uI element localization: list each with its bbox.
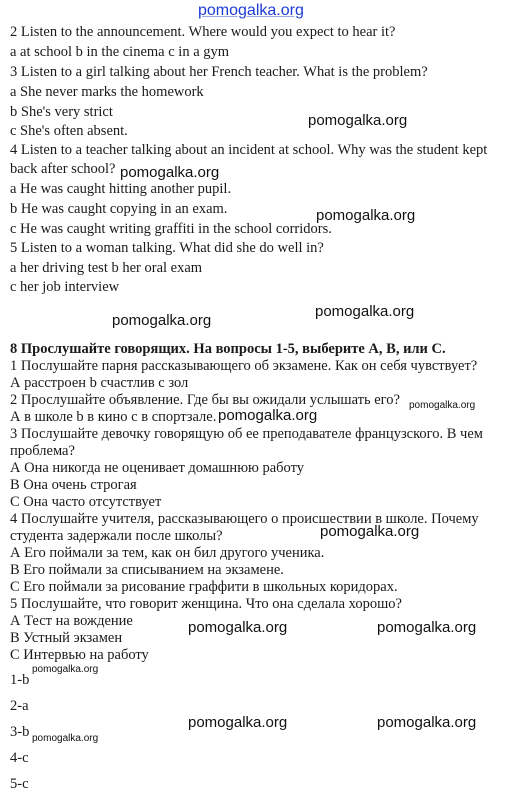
answer-item: 1-b: [10, 672, 30, 688]
russian-line: 3 Послушайте девочку говорящую об ее преподавателе французского. В чем: [10, 426, 483, 442]
russian-line: А расстроен b счастлив с зол: [10, 375, 189, 391]
english-line: c her job interview: [10, 279, 120, 295]
watermark: pomogalka.org: [320, 523, 420, 540]
russian-line: В Устный экзамен: [10, 630, 123, 646]
english-line: 4 Listen to a teacher talking about an incident at school. Why was the student kept: [10, 142, 488, 158]
watermark: pomogalka.org: [112, 312, 212, 329]
russian-line: 1 Послушайте парня рассказывающего об экзамене. Как он себя чувствует?: [10, 358, 478, 374]
russian-line: В Его поймали за списыванием на экзамене.: [10, 562, 284, 578]
answer-item: 5-c: [10, 776, 29, 792]
watermark: pomogalka.org: [32, 733, 99, 744]
russian-line: 4 Послушайте учителя, рассказывающего о происшествии в школе. Почему: [10, 511, 479, 527]
watermark: pomogalka.org: [32, 664, 99, 675]
russian-line: А Его поймали за тем, как он бил другого ученика.: [10, 545, 325, 561]
english-line: c He was caught writing graffiti in the school corridors.: [10, 221, 332, 237]
english-line: a She never marks the homework: [10, 84, 204, 100]
russian-line: С Она часто отсутствует: [10, 494, 162, 510]
english-line: 5 Listen to a woman talking. What did she do well in?: [10, 240, 324, 256]
russian-line: А в школе b в кино с в спортзале.: [10, 409, 217, 425]
russian-line: С Интервью на работу: [10, 647, 149, 663]
answer-item: 4-c: [10, 750, 29, 766]
english-line: a He was caught hitting another pupil.: [10, 181, 232, 197]
watermark: pomogalka.org: [188, 619, 288, 636]
watermark: pomogalka.org: [308, 112, 408, 129]
watermark: pomogalka.org: [409, 400, 476, 411]
watermark: pomogalka.org: [315, 303, 415, 320]
watermark: pomogalka.org: [377, 714, 477, 731]
russian-line: А Она никогда не оценивает домашнюю работу: [10, 460, 305, 476]
watermark: pomogalka.org: [377, 619, 477, 636]
answer-item: 3-b: [10, 724, 30, 740]
english-line: 2 Listen to the announcement. Where would you expect to hear it?: [10, 24, 396, 40]
russian-line: проблема?: [10, 443, 75, 459]
watermark: pomogalka.org: [120, 164, 220, 181]
english-line: a at school b in the cinema c in a gym: [10, 44, 230, 60]
watermark-top: pomogalka.org: [198, 2, 304, 19]
english-line: b She's very strict: [10, 104, 113, 120]
english-line: b He was caught copying in an exam.: [10, 201, 228, 217]
english-line: a her driving test b her oral exam: [10, 260, 203, 276]
russian-line: С Его поймали за рисование граффити в школьных коридорах.: [10, 579, 398, 595]
task-heading: 8 Прослушайте говорящих. На вопросы 1-5, выберите А, В, или С.: [10, 341, 446, 357]
russian-line: 5 Послушайте, что говорит женщина. Что она сделала хорошо?: [10, 596, 402, 612]
answer-item: 2-a: [10, 698, 29, 714]
english-line: 3 Listen to a girl talking about her French teacher. What is the problem?: [10, 64, 428, 80]
watermark: pomogalka.org: [188, 714, 288, 731]
watermark: pomogalka.org: [316, 207, 416, 224]
watermark: pomogalka.org: [218, 407, 318, 424]
russian-line: В Она очень строгая: [10, 477, 137, 493]
english-line: c She's often absent.: [10, 123, 128, 139]
russian-line: 2 Прослушайте объявление. Где бы вы ожидали услышать его?: [10, 392, 400, 408]
russian-line: студента задержали после школы?: [10, 528, 223, 544]
english-line: back after school?: [10, 161, 116, 177]
russian-line: А Тест на вождение: [10, 613, 133, 629]
